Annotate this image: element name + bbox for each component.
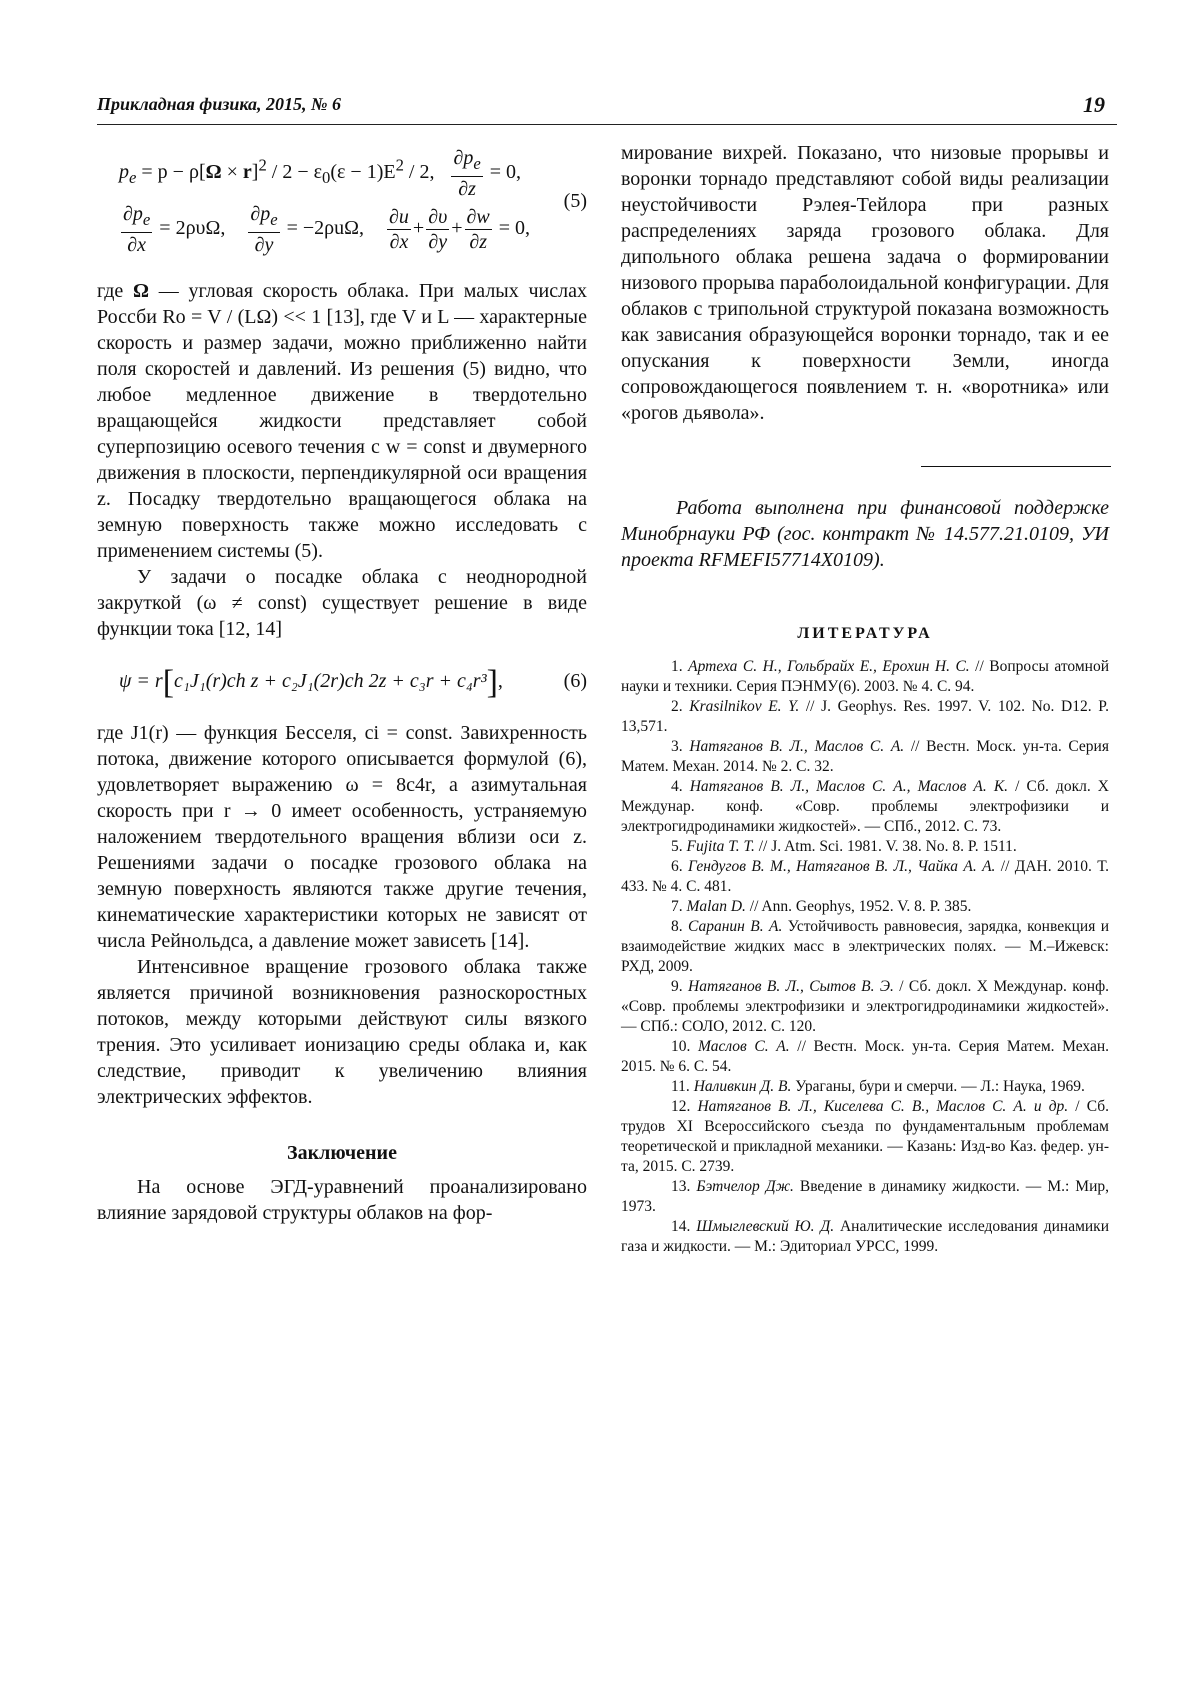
frac-num: ∂p [453, 147, 474, 169]
eq5-frac-dpe-dz [451, 146, 482, 201]
frac-num: ∂p [123, 203, 143, 225]
reference-number: 3. [671, 738, 683, 755]
frac-num-sub: e [473, 154, 481, 173]
reference-text: / Сб. докл. X Междунар. конф. «Совр. проблемы электрофизики и электрогидродинамики жидкостей». — СПб.: СОЛО, 2012. С. 120. [621, 978, 1110, 1035]
frac-num-sub: e [142, 210, 151, 229]
eq6-lbracket: [ [162, 664, 175, 701]
reference-item [621, 837, 1109, 857]
frac-den: ∂x [127, 234, 147, 256]
reference-text: // Вопросы атомной науки и техники. Серия ПЭНМУ(6). 2003. № 4. С. 94. [621, 658, 1110, 695]
reference-number: 4. [671, 778, 683, 795]
reference-item [621, 657, 1109, 697]
eq5-bracket: ] [251, 161, 259, 184]
reference-number: 12. [671, 1098, 691, 1115]
reference-text: Введение в динамику жидкости. — М.: Мир, 1973. [621, 1178, 1109, 1215]
eq5-term-4: / 2, [403, 161, 435, 184]
reference-text: // J. Atm. Sci. 1981. V. 38. No. 8. P. 1511. [754, 838, 1017, 855]
p1-text: — угловая скорость облака. При малых числах Россби Ro = V / (LΩ) << 1 [13], где V и L — характерные скорость и размер задачи, можно приближенно найти поля скоростей и давлений. Из решения (5) видно, что любое медленное движение в твердотельно вращающейся жидкости представляет собой суперпозицию осевого течения с w = const и двумерного движения в плоскости, перпендикулярной оси вращения z. Посадку твердотельно вращающегося облака на земную поверхность также можно исследовать с применением системы (5). [97, 280, 587, 562]
reference-number: 9. [671, 978, 683, 995]
reference-authors: Маслов С. А. [698, 1038, 790, 1055]
reference-authors: Malan D. [686, 898, 746, 915]
paragraph-1 [97, 278, 587, 564]
eq5-frac-dv-dy [426, 205, 449, 254]
eq5-frac-du-dx [387, 205, 411, 254]
eq6-body: c₁J₁(r)ch z + c₂J₁(2r)ch 2z + c₃r + c₄r³ [174, 670, 487, 692]
reference-item [621, 737, 1109, 777]
frac-num: ∂u [389, 206, 409, 228]
frac-den: ∂x [389, 231, 409, 253]
eq5-eps-sub: 0 [322, 168, 331, 188]
reference-text: / Сб. трудов XI Всероссийского съезда по фундаментальным проблемам теоретической и прикладной механики. — Казань: Изд-во Каз. федер. ун-та, 2015. С. 2739. [621, 1098, 1109, 1175]
reference-number: 7. [671, 898, 683, 915]
frac-den: ∂y [428, 231, 448, 253]
reference-authors: Артеха С. Н., Гольбрайх Е., Ерохин Н. С. [688, 658, 970, 675]
equation-6-number: (6) [563, 670, 587, 692]
reference-authors: Саранин В. А. [688, 918, 783, 935]
reference-text: // Вестн. Моск. ун-та. Серия Матем. Механ. 2015. № 6. С. 54. [621, 1038, 1109, 1075]
reference-item [621, 1077, 1109, 1097]
eq5-term-3: (ε − 1)E [330, 161, 396, 184]
reference-text: // Ann. Geophys, 1952. V. 8. P. 385. [745, 898, 972, 915]
section-title-conclusion: Заключение [287, 1142, 397, 1164]
references-list [621, 657, 1109, 1257]
reference-authors: Наливкин Д. В. [693, 1078, 792, 1095]
reference-item [621, 977, 1109, 1037]
eq5-tail-1: = 0, [484, 161, 522, 184]
reference-text: Аналитические исследования динамики газа и жидкости. — М.: Эдиториал УРСС, 1999. [621, 1218, 1110, 1255]
reference-authors: Бэтчелор Дж. [696, 1178, 794, 1195]
eq5-term-1: = p − ρ[ [136, 161, 206, 184]
eq5-e-sup: 2 [395, 155, 404, 175]
eq5-frac-dpe-dx [121, 202, 152, 257]
reference-number: 2. [671, 698, 683, 715]
frac-den: ∂y [254, 234, 274, 256]
eq5-plus-2: + [451, 217, 463, 240]
reference-item [621, 1037, 1109, 1077]
reference-number: 8. [671, 918, 683, 935]
paragraph-2: У задачи о посадке облака с неоднородной закруткой (ω ≠ const) существует решение в виде функции тока [12, 14] [97, 566, 587, 640]
reference-authors: Fujita T. T. [686, 838, 755, 855]
reference-item [621, 857, 1109, 897]
eq6-tail: , [497, 670, 503, 692]
reference-text: / Сб. докл. X Междунар. конф. «Совр. проблемы электрофизики и электрогидродинамики жидкостей». — СПб., 2012. С. 73. [621, 778, 1110, 835]
equation-5 [97, 140, 587, 258]
equation-5-number: (5) [563, 190, 587, 212]
p1-start: где [97, 280, 134, 302]
eq5-square: 2 [258, 155, 267, 175]
eq5-p: p [119, 161, 129, 184]
reference-item [621, 897, 1109, 917]
eq5-tail-2: = 2ρυΩ, [154, 217, 226, 240]
journal-title: Прикладная физика, 2015, № 6 [97, 94, 342, 114]
eq6-lhs: ψ = r [119, 670, 163, 692]
reference-authors: Шмыглевский Ю. Д. [696, 1218, 835, 1235]
frac-num: ∂w [466, 206, 490, 228]
reference-text: // J. Geophys. Res. 1997. V. 102. No. D12. P. 13,571. [621, 698, 1109, 735]
reference-number: 6. [671, 858, 683, 875]
eq5-tail-4: = 0, [493, 217, 531, 240]
reference-authors: Натяганов В. Л., Маслов С. А., Маслов А. К. [689, 778, 1009, 795]
right-paragraph-1: мирование вихрей. Показано, что низовые прорывы и воронки торнадо представляют собой виды реализации неустойчивости Рэлея-Тейлора при разных распределениях заряда грозового облака. Для дипольного облака решена задача о формировании низового прорыва параболоидальной конфигурации. Для облаков с трипольной структурой показана возможность как зависания образующейся воронки торнадо, так и ее опускания к поверхности Земли, иногда сопровождающегося появлением т. н. «воротника» или «рогов дьявола». [621, 142, 1109, 424]
eq5-r: r [242, 161, 252, 184]
reference-authors: Натяганов В. Л., Киселева С. В., Маслов С. А. и др. [697, 1098, 1069, 1115]
reference-number: 11. [671, 1078, 690, 1095]
reference-number: 1. [671, 658, 683, 675]
reference-item [621, 1177, 1109, 1217]
reference-authors: Гендугов В. М., Натяганов В. Л., Чайка А. А. [688, 858, 996, 875]
reference-text: // Вестн. Моск. ун-та. Серия Матем. Механ. 2014. № 2. С. 32. [621, 738, 1109, 775]
reference-item [621, 697, 1109, 737]
frac-num-sub: e [270, 210, 278, 229]
paragraph-3: где J1(r) — функция Бесселя, ci = const. Завихренность потока, движение которого описывается формулой (6), удовлетворяет выражению ω = 8c4r, а азимутальная скорость при r → 0 имеет особенность, устраняемую наложением твердотельного вращения вблизи оси z. Решениями задачи о посадке грозового облака на земную поверхность являются также другие течения, кинематические характеристики которых не зависят от числа Рейнольдса, а давление может зависеть [14]. [97, 722, 587, 952]
paragraph-5: На основе ЭГД-уравнений проанализировано влияние зарядовой структуры облаков на фор- [97, 1176, 587, 1224]
reference-text: Ураганы, бури и смерчи. — Л.: Наука, 1969. [791, 1078, 1085, 1095]
separator-line [921, 466, 1111, 467]
frac-den: ∂z [458, 178, 476, 200]
eq6-rbracket: ] [486, 664, 498, 701]
references-title: ЛИТЕРАТУРА [797, 625, 933, 642]
equation-6 [97, 658, 587, 706]
reference-authors: Натяганов В. Л., Маслов С. А. [689, 738, 905, 755]
eq5-term-2: / 2 − ε [266, 161, 323, 184]
right-column [621, 140, 1109, 1257]
running-header [97, 92, 1117, 125]
reference-authors: Натяганов В. Л., Сытов В. Э. [688, 978, 894, 995]
eq5-plus-1: + [412, 217, 425, 240]
eq5-frac-dpe-dy [248, 202, 279, 257]
eq5-frac-dw-dz [465, 205, 492, 254]
equation-5-line-2 [119, 202, 530, 257]
page-number: 19 [1083, 92, 1105, 117]
frac-num: ∂p [250, 203, 271, 225]
eq5-times: × [221, 161, 243, 184]
reference-number: 10. [671, 1038, 691, 1055]
eq5-tail-3: = −2ρuΩ, [281, 217, 365, 240]
reference-item [621, 1097, 1109, 1177]
reference-item [621, 777, 1109, 837]
equation-5-line-1 [119, 146, 521, 201]
frac-num: ∂υ [428, 206, 448, 228]
frac-den: ∂z [469, 231, 487, 253]
eq5-p-sub: e [129, 168, 137, 188]
reference-number: 13. [671, 1178, 691, 1195]
left-column [97, 140, 587, 1226]
reference-text: Устойчивость равновесия, зарядка, конвекция и взаимодействие жидких масс в электрических полях. — М.–Ижевск: РХД, 2009. [621, 918, 1110, 975]
reference-number: 14. [671, 1218, 691, 1235]
reference-number: 5. [671, 838, 683, 855]
reference-item [621, 1217, 1109, 1257]
acknowledgment: Работа выполнена при финансовой поддержке Минобрнауки РФ (гос. контракт № 14.577.21.0109, УИ проекта RFMEFI57714X0109). [621, 497, 1109, 571]
equation-6-line [119, 664, 503, 701]
reference-item [621, 917, 1109, 977]
eq5-omega: Ω [205, 161, 222, 184]
paragraph-4: Интенсивное вращение грозового облака также является причиной возникновения разноскоростных потоков, между которыми действуют силы вязкого трения. Это усиливает ионизацию среды облака и, как следствие, приводит к увеличению влияния электрических эффектов. [97, 956, 587, 1108]
reference-authors: Krasilnikov E. Y. [689, 698, 800, 715]
reference-text: // ДАН. 2010. Т. 433. № 4. С. 481. [621, 858, 1109, 895]
p1-omega: Ω [133, 280, 150, 302]
